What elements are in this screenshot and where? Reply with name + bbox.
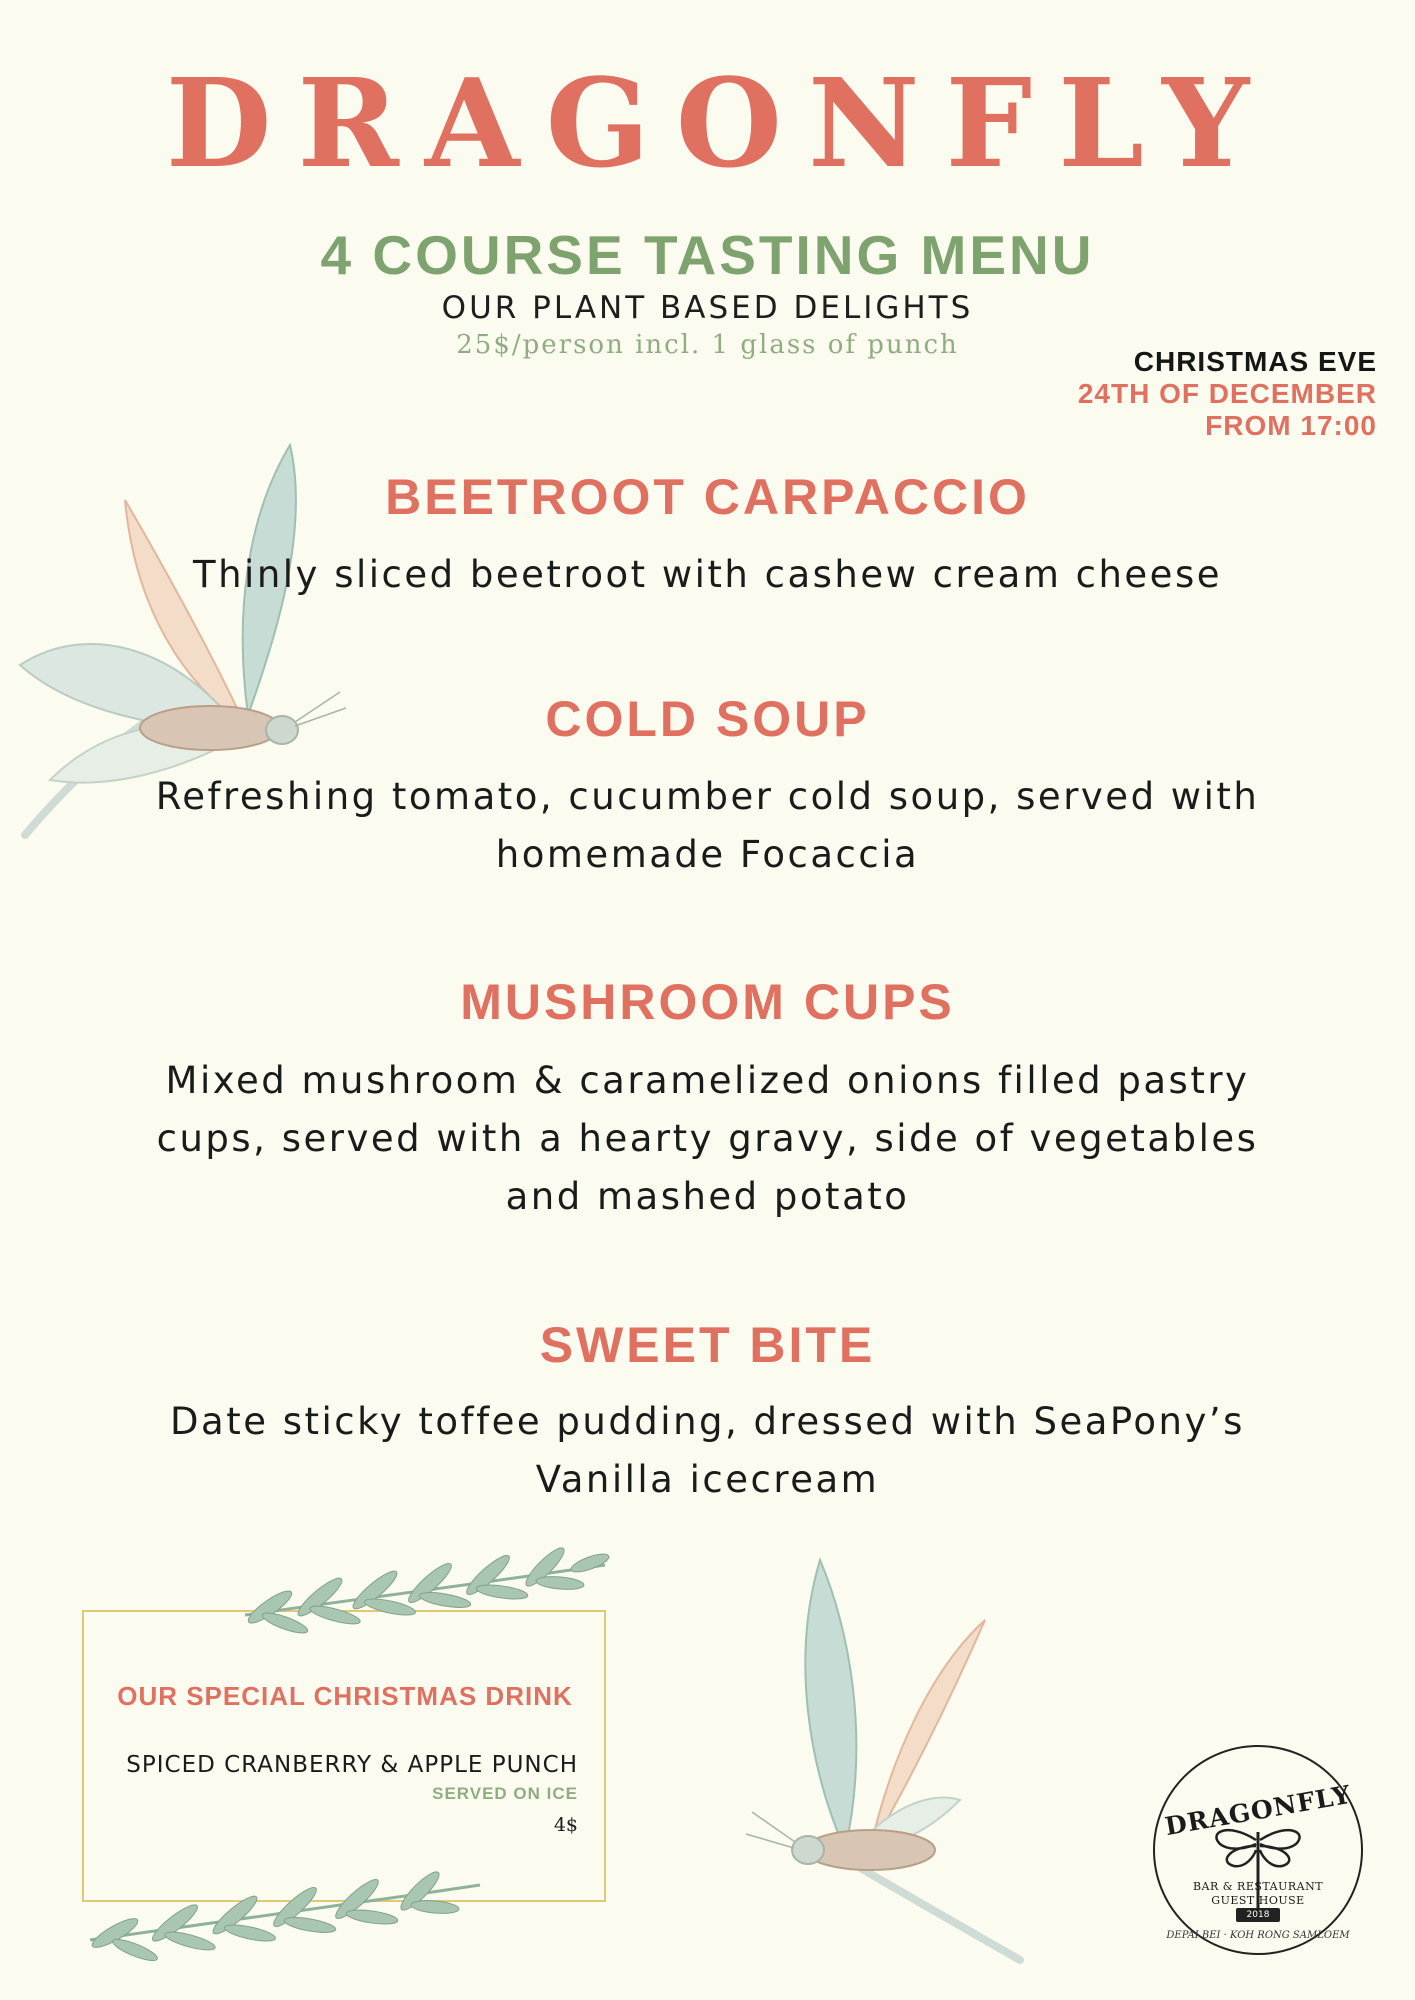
price-note: 25$/person incl. 1 glass of punch <box>456 330 959 360</box>
logo-line-2: GUEST HOUSE <box>1211 1894 1305 1907</box>
dragonfly-logo-icon <box>1148 1740 1368 1960</box>
course-desc-sweet-bite <box>0 1393 1415 1509</box>
menu-subtitle: OUR PLANT BASED DELIGHTS <box>441 290 974 326</box>
course-desc-line: Thinly sliced beetroot with cashew cream cheese <box>192 553 1222 596</box>
event-date: 24TH OF DECEMBER <box>1077 378 1377 409</box>
drink-heading: OUR SPECIAL CHRISTMAS DRINK <box>117 1681 573 1711</box>
drink-price: 4$ <box>553 1814 578 1836</box>
event-time: FROM 17:00 <box>1205 410 1377 441</box>
leaf-branch-icon-bottom <box>85 1855 485 1965</box>
dragonfly-logo <box>1148 1740 1368 1960</box>
logo-wordmark: DRAGONFLY <box>1162 1779 1354 1842</box>
course-desc-line: homemade Focaccia <box>495 833 920 876</box>
brand-title: DRAGONFLY <box>165 51 1276 195</box>
course-desc-line: Mixed mushroom & caramelized onions filled pastry <box>165 1059 1250 1102</box>
course-desc-line: and mashed potato <box>505 1175 910 1218</box>
course-desc-line: Refreshing tomato, cucumber cold soup, served with <box>155 775 1260 818</box>
course-desc-beetroot-carpaccio <box>0 546 1415 604</box>
logo-line-1: BAR & RESTAURANT <box>1192 1880 1324 1893</box>
logo-year: 2018 <box>1236 1908 1280 1922</box>
event-name: CHRISTMAS EVE <box>1133 346 1377 377</box>
course-title-sweet-bite: SWEET BITE <box>539 1317 876 1373</box>
course-desc-line: Date sticky toffee pudding, dressed with SeaPony’s <box>170 1400 1245 1443</box>
logo-location: DEPAI BEI · KOH RONG SAMLOEM <box>1166 1930 1350 1941</box>
drink-note: SERVED ON ICE <box>432 1784 578 1803</box>
course-title-cold-soup: COLD SOUP <box>545 691 870 747</box>
drink-name: SPICED CRANBERRY & APPLE PUNCH <box>126 1752 578 1778</box>
course-title-mushroom-cups: MUSHROOM CUPS <box>460 974 955 1030</box>
leaf-branch-icon-top <box>240 1545 610 1645</box>
course-title-beetroot-carpaccio: BEETROOT CARPACCIO <box>385 469 1030 525</box>
course-desc-cold-soup <box>0 768 1415 884</box>
course-desc-line: cups, served with a hearty gravy, side of vegetables <box>156 1117 1259 1160</box>
course-desc-line: Vanilla icecream <box>535 1458 880 1501</box>
event-info <box>1078 346 1377 442</box>
course-desc-mushroom-cups <box>0 1052 1415 1226</box>
menu-title: 4 COURSE TASTING MENU <box>320 224 1095 286</box>
dragonfly-illustration-bottom <box>720 1550 1060 1970</box>
